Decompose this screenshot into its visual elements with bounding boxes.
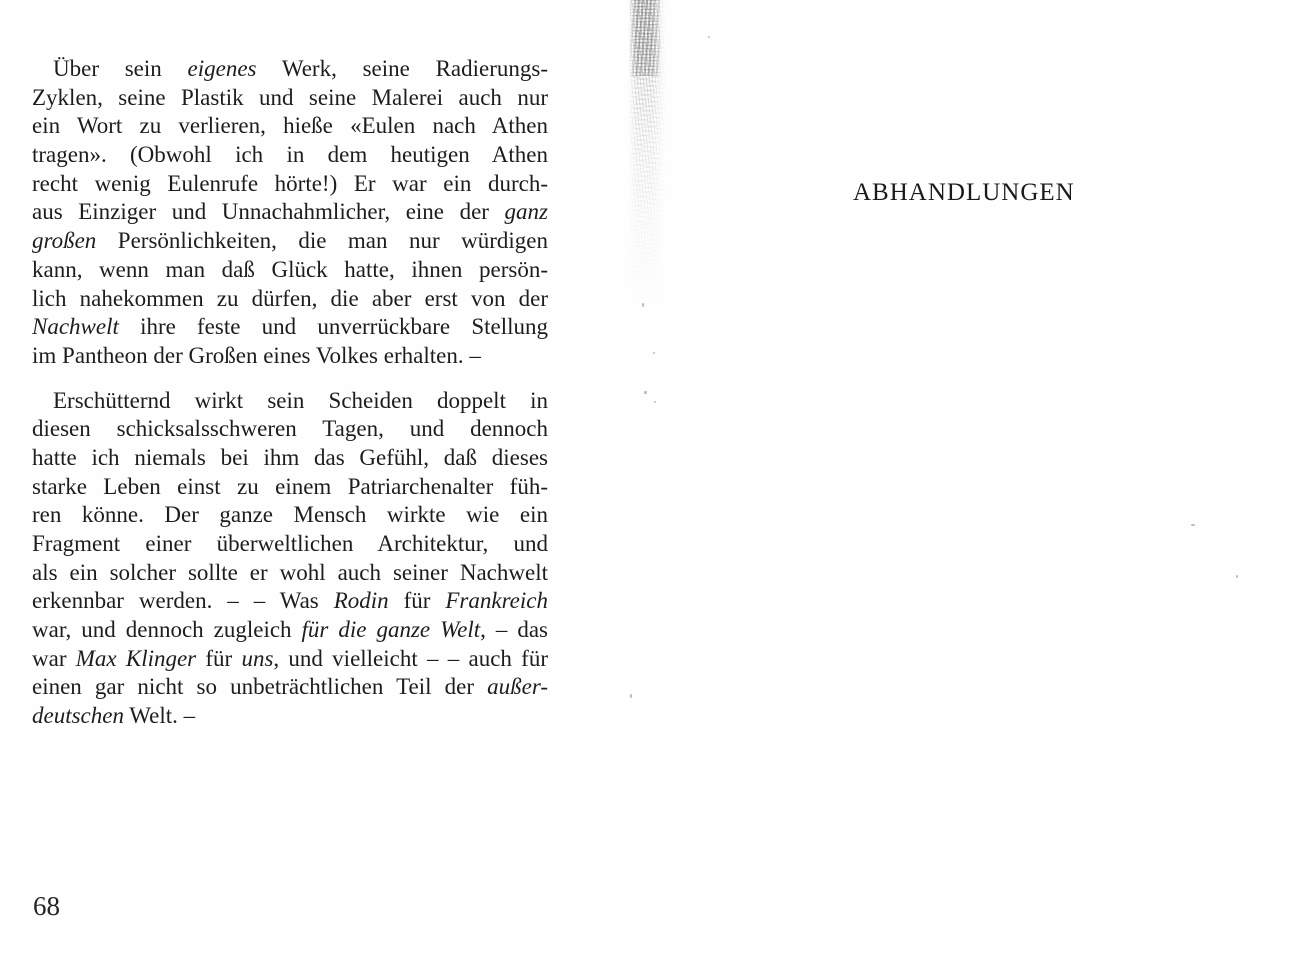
text-line: Erschütternd wirkt sein Scheiden doppelt in [53, 387, 548, 413]
body-text [32, 55, 548, 731]
text-line: Über sein eigenes Werk, seine Radierungs- [53, 56, 548, 81]
scan-speck [1191, 524, 1195, 526]
text-line: hatte ich niemals bei ihm das Gefühl, daß dieses [32, 444, 548, 470]
text-line: war, und dennoch zugleich für die ganze Welt, – das [32, 617, 548, 643]
scan-speck [653, 352, 655, 354]
scan-speck [630, 694, 632, 698]
text-line: war Max Klinger für uns, und vielleicht – – auch für [32, 645, 548, 671]
text-line: Fragment einer überweltlichen Architektur, und [32, 531, 548, 556]
scan-speck [1236, 575, 1238, 578]
text-line: im Pantheon der Großen eines Volkes erhalten. – [32, 342, 481, 368]
scan-speck [644, 391, 647, 394]
page-number: 68 [33, 891, 60, 921]
scan-speck [654, 401, 656, 403]
text-line: ren könne. Der ganze Mensch wirkte wie ein [32, 502, 548, 528]
text-line: ein Wort zu verlieren, hieße «Eulen nach Athen [32, 113, 548, 139]
paragraph [32, 55, 548, 371]
text-line: lich nahekommen zu dürfen, die aber erst von der [32, 285, 548, 311]
scan-speck [642, 303, 644, 307]
gutter-scan-smudge [628, 0, 666, 312]
scan-speck [708, 36, 710, 38]
text-line: großen Persönlichkeiten, die man nur würdigen [32, 228, 548, 254]
text-line: starke Leben einst zu einem Patriarchenalter füh- [32, 473, 548, 499]
text-line: als ein solcher sollte er wohl auch seiner Nachwelt [32, 559, 548, 585]
text-line: recht wenig Eulenrufe hörte!) Er war ein durch- [32, 170, 548, 196]
text-line: diesen schicksalsschweren Tagen, und dennoch [32, 416, 548, 442]
paragraph [32, 387, 548, 731]
text-line: kann, wenn man daß Glück hatte, ihnen persön- [32, 256, 548, 282]
text-line: aus Einziger und Unnachahmlicher, eine der ganz [32, 199, 548, 225]
text-line: erkennbar werden. – – Was Rodin für Frankreich [32, 588, 548, 614]
text-line: Zyklen, seine Plastik und seine Malerei auch nur [32, 84, 548, 110]
text-line: einen gar nicht so unbeträchtlichen Teil der außer- [32, 674, 548, 700]
text-line: deutschen Welt. – [32, 703, 196, 729]
text-line: tragen». (Obwohl ich in dem heutigen Athen [32, 142, 548, 168]
section-heading: ABHANDLUNGEN [853, 179, 1075, 206]
text-line: Nachwelt ihre feste und unverrückbare Stellung [32, 314, 548, 340]
